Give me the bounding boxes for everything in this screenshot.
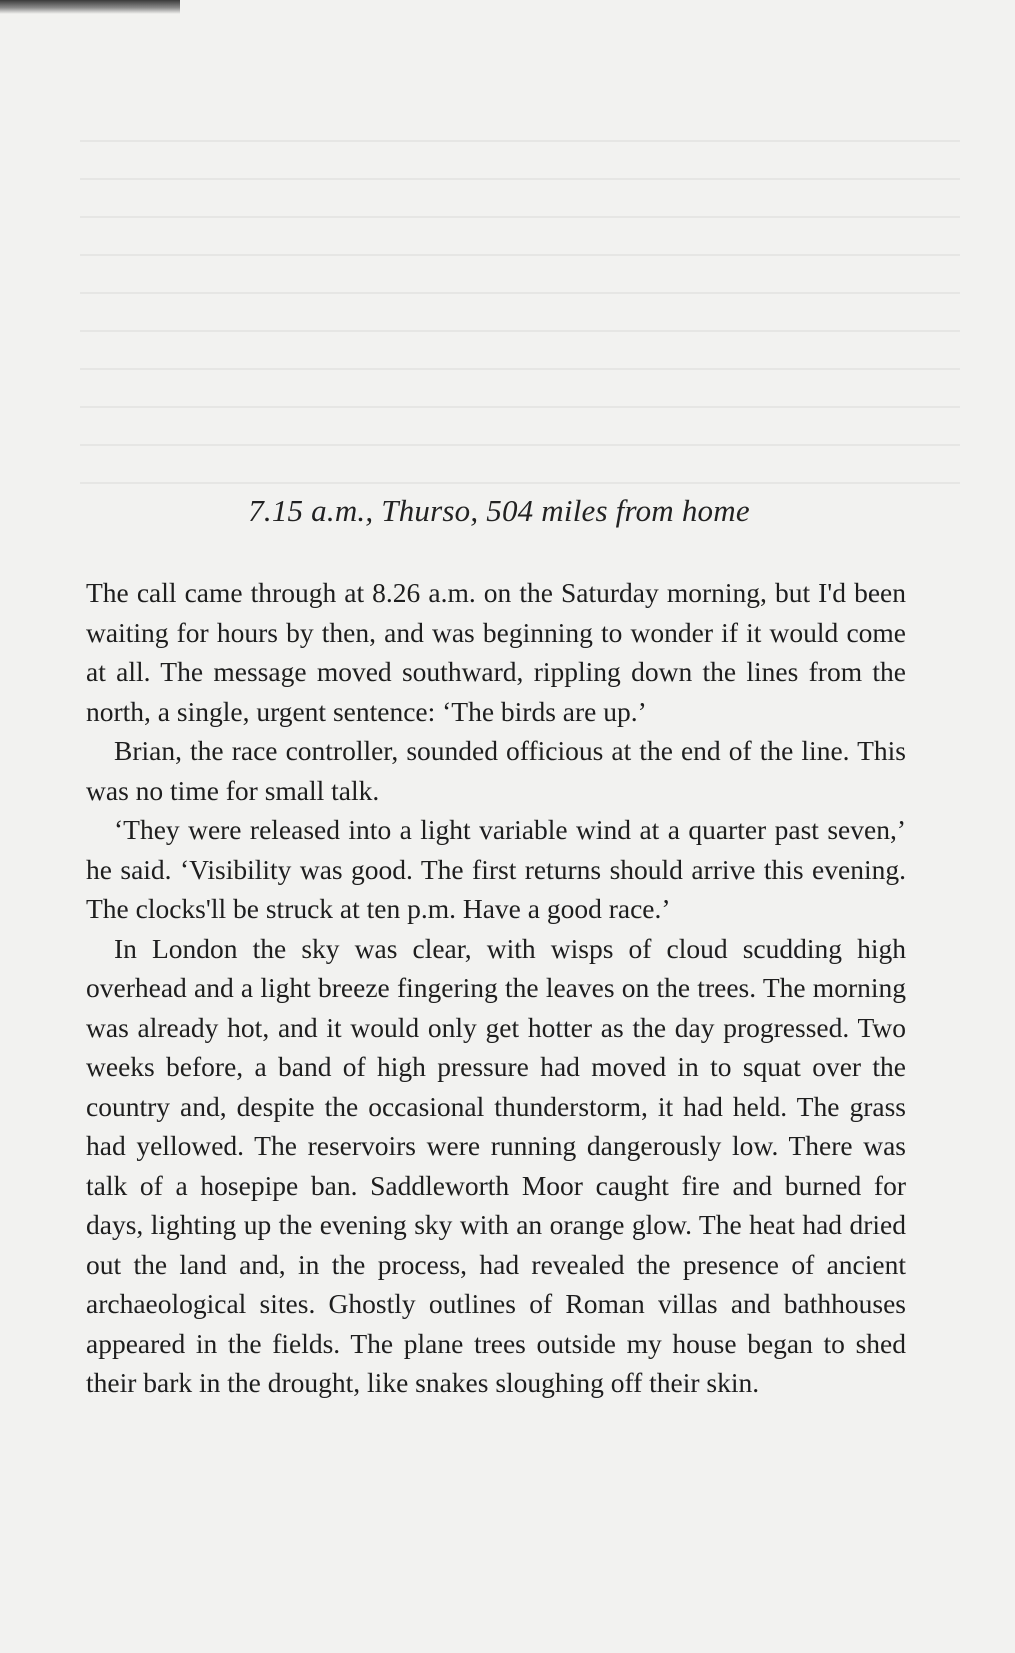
- book-page: [86, 0, 912, 1653]
- body-text: [86, 573, 906, 1403]
- paragraph: The call came through at 8.26 a.m. on the Saturday morning, but I'd been waiting for hours by then, and was beginning to wonder if it would come at all. The message moved southward, rippling down the lines from the north, a single, urgent sentence: ‘The birds are up.’: [86, 577, 906, 727]
- paragraph: Brian, the race controller, sounded officious at the end of the line. This was no time for small talk.: [86, 735, 906, 806]
- paragraph: ‘They were released into a light variable wind at a quarter past seven,’ he said. ‘Visibility was good. The first returns should arrive this evening. The clocks'll be struck at ten p.m. Have a good race.’: [86, 814, 906, 924]
- paragraph: In London the sky was clear, with wisps of cloud scudding high overhead and a light breeze fingering the leaves on the trees. The morning was already hot, and it would only get hotter as the day progressed. Two weeks before, a band of high pressure had moved in to squat over the country and, despite the occasional thunderstorm, it had held. The grass had yellowed. The reservoirs were running dangerously low. There was talk of a hosepipe ban. Saddleworth Moor caught fire and burned for days, lighting up the evening sky with an orange glow. The heat had dried out the land and, in the process, had revealed the presence of ancient archaeological sites. Ghostly outlines of Roman villas and bathhouses appeared in the fields. The plane trees outside my house began to shed their bark in the drought, like snakes sloughing off their skin.: [86, 932, 906, 1398]
- section-heading: 7.15 a.m., Thurso, 504 miles from home: [248, 493, 750, 528]
